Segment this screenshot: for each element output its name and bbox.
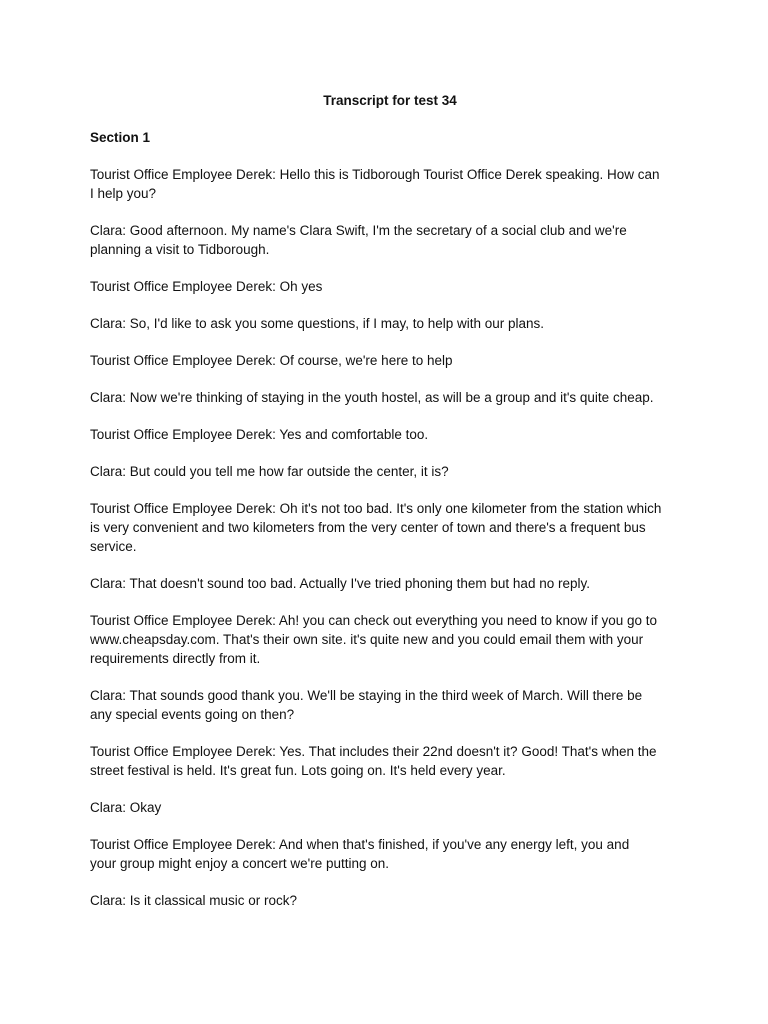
transcript-paragraph (90, 277, 690, 296)
section-heading: Section 1 (90, 130, 151, 145)
transcript-line: www.cheapsday.com. That's their own site. it's quite new and you could email them with your (90, 632, 644, 647)
transcript-paragraph (90, 499, 690, 556)
transcript-paragraph (90, 574, 690, 593)
transcript-paragraph (90, 462, 690, 481)
transcript-line: Clara: Good afternoon. My name's Clara Swift, I'm the secretary of a social club and we're (90, 223, 627, 238)
transcript-line: Tourist Office Employee Derek: Yes and comfortable too. (90, 427, 429, 442)
transcript-paragraph (90, 686, 690, 724)
transcript-line: planning a visit to Tidborough. (90, 242, 270, 257)
transcript-line: Tourist Office Employee Derek: Oh it's not too bad. It's only one kilometer from the station which (90, 501, 662, 516)
transcript-line: Tourist Office Employee Derek: Ah! you can check out everything you need to know if you go to (90, 613, 658, 628)
transcript-line: I help you? (90, 186, 157, 201)
transcript-paragraph (90, 165, 690, 203)
transcript-line: Clara: Is it classical music or rock? (90, 893, 298, 908)
transcript-line: Tourist Office Employee Derek: Yes. That includes their 22nd doesn't it? Good! That's when the (90, 744, 657, 759)
transcript-line: service. (90, 539, 137, 554)
transcript-paragraph (90, 221, 690, 259)
transcript-line: Tourist Office Employee Derek: Of course, we're here to help (90, 353, 453, 368)
transcript-line: Clara: But could you tell me how far outside the center, it is? (90, 464, 449, 479)
transcript-line: your group might enjoy a concert we're putting on. (90, 856, 389, 871)
transcript-paragraph (90, 798, 690, 817)
transcript-paragraph (90, 425, 690, 444)
transcript-line: Clara: That sounds good thank you. We'll be staying in the third week of March. Will there be (90, 688, 643, 703)
transcript-line: Tourist Office Employee Derek: Hello this is Tidborough Tourist Office Derek speaking. How can (90, 167, 660, 182)
transcript-paragraph (90, 314, 690, 333)
transcript-line: Clara: Okay (90, 800, 162, 815)
transcript-line: Clara: That doesn't sound too bad. Actually I've tried phoning them but had no reply. (90, 576, 590, 591)
transcript-paragraph (90, 835, 690, 873)
transcript-line: Tourist Office Employee Derek: Oh yes (90, 279, 323, 294)
transcript-paragraph (90, 891, 690, 910)
document-page (90, 91, 690, 928)
transcript-line: street festival is held. It's great fun. Lots going on. It's held every year. (90, 763, 506, 778)
transcript-line: requirements directly from it. (90, 651, 261, 666)
transcript-paragraph (90, 351, 690, 370)
transcript-line: Clara: Now we're thinking of staying in the youth hostel, as will be a group and it's quite cheap. (90, 390, 654, 405)
transcript-line: any special events going on then? (90, 707, 295, 722)
transcript-line: is very convenient and two kilometers from the very center of town and there's a frequent bus (90, 520, 646, 535)
transcript-paragraph (90, 388, 690, 407)
transcript-paragraph (90, 742, 690, 780)
document-title: Transcript for test 34 (323, 93, 457, 108)
transcript-paragraph (90, 611, 690, 668)
transcript-body (90, 165, 690, 910)
transcript-line: Tourist Office Employee Derek: And when that's finished, if you've any energy left, you and (90, 837, 630, 852)
transcript-line: Clara: So, I'd like to ask you some questions, if I may, to help with our plans. (90, 316, 545, 331)
